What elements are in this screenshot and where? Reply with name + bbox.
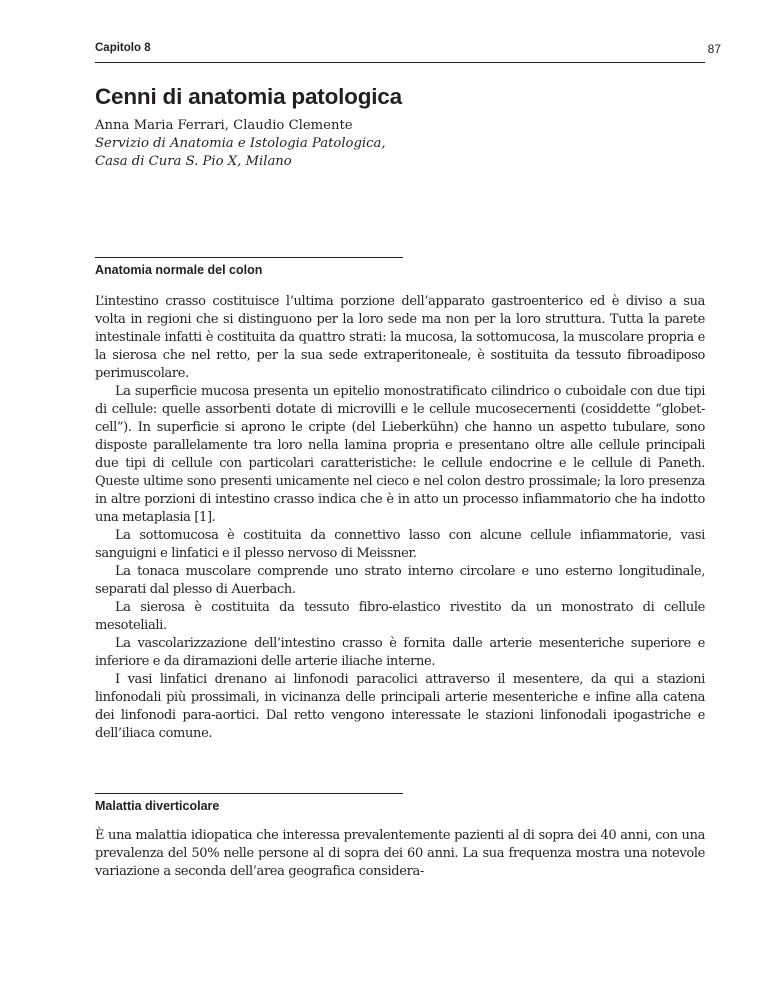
affiliation-line-2: Casa di Cura S. Pio X, Milano: [95, 154, 292, 169]
paragraph: I vasi linfatici drenano ai linfonodi paracolici attraverso il mesentere, da qui a stazioni linfonodali più prossimali, in vicinanza delle principali arterie mesenteriche e infine alla catena dei linfonodi para-aortici. Dal retto vengono interessate le stazioni linfonodali ipogastriche e dell’iliaca comune.: [95, 672, 705, 741]
article-title: Cenni di anatomia patologica: [95, 84, 402, 109]
author-names: Anna Maria Ferrari, Claudio Clemente: [95, 118, 353, 133]
paragraph: La superficie mucosa presenta un epitelio monostratificato cilindrico o cuboidale con due tipi di cellule: quelle assorbenti dotate di microvilli e le cellule mucosecernenti (cosiddette “globet-cell”). In superficie si aprono le cripte (del Lieberkühn) che hanno un aspetto tubulare, sono disposte parallelamente tra loro nella lamina propria e presentano oltre alle cellule principali due tipi di cellule con particolari caratteristiche: le cellule endocrine e le cellule di Paneth. Queste ultime sono presenti unicamente nel cieco e nel colon destro prossimale; la loro presenza in altre porzioni di intestino crasso indica che è in atto un processo infiammatorio che ha indotto una metaplasia [1].: [95, 384, 705, 525]
paragraph: L’intestino crasso costituisce l’ultima porzione dell’apparato gastroenterico ed è diviso a sua volta in regioni che si distinguono per la loro sede ma non per la loro struttura. Tutta la parete intestinale infatti è costituita da quattro strati: la mucosa, la sottomucosa, la muscolare propria e la sierosa che nel retto, per la sua sede extraperitoneale, è sostituita da tessuto fibroadiposo perimuscolare.: [95, 294, 705, 381]
paragraph: La sierosa è costituita da tessuto fibro-elastico rivestito da un monostrato di cellule mesoteliali.: [95, 600, 705, 633]
paragraph: La tonaca muscolare comprende uno strato interno circolare e uno esterno longitudinale, separati dal plesso di Auerbach.: [95, 564, 705, 597]
section-body-diverticolare: [95, 827, 705, 881]
author-block: [95, 117, 595, 171]
page-number: 87: [707, 42, 721, 56]
section-body-anatomia: [95, 293, 705, 743]
section-title-diverticolare: Malattia diverticolare: [95, 799, 220, 813]
paragraph: La sottomucosa è costituita da connettivo lasso con alcune cellule infiammatorie, vasi sanguigni e linfatici e il plesso nervoso di Meissner.: [95, 528, 705, 561]
running-header: [95, 42, 721, 62]
section-rule: [95, 257, 403, 258]
header-rule: [95, 62, 705, 63]
paragraph: È una malattia idiopatica che interessa prevalentemente pazienti al di sopra dei 40 anni, con una prevalenza del 50% nelle persone al di sopra dei 60 anni. La sua frequenza mostra una notevole variazione a seconda dell’area geografica considera-: [95, 828, 705, 879]
section-title-anatomia: Anatomia normale del colon: [95, 263, 263, 277]
chapter-label: Capitolo 8: [95, 42, 151, 54]
section-rule: [95, 793, 403, 794]
affiliation-line-1: Servizio di Anatomia e Istologia Patologica,: [95, 136, 386, 151]
paragraph: La vascolarizzazione dell’intestino crasso è fornita dalle arterie mesenteriche superiore e inferiore e da diramazioni delle arterie iliache interne.: [95, 636, 705, 669]
